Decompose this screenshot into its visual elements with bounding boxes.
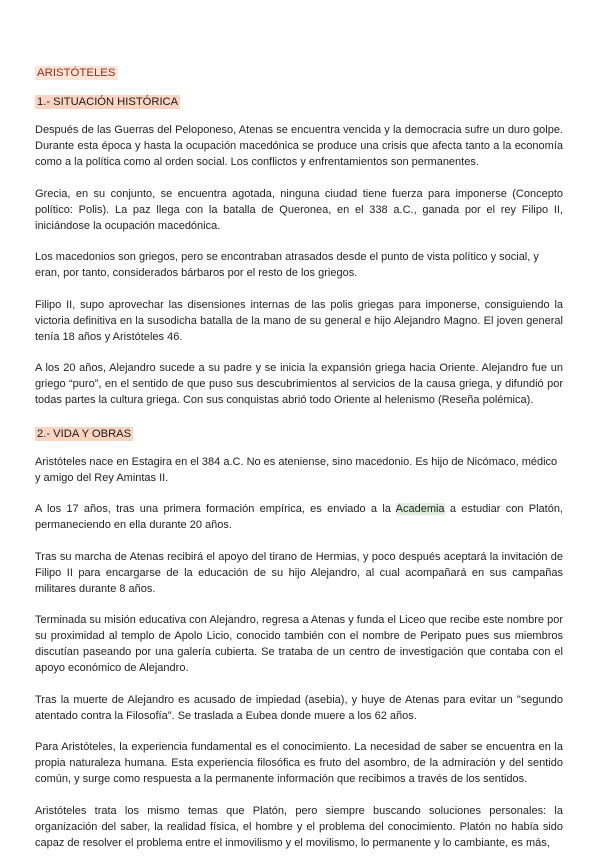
- paragraph: Después de las Guerras del Peloponeso, Atenas se encuentra vencida y la democracia sufre un duro golpe. Durante esta época y hasta la ocupación macedónica se produce una crisis que afecta tanto a la economía como a la política como al orden social. Los conflictos y enfrentamientos son permanentes.: [35, 124, 563, 168]
- paragraph: [35, 501, 563, 533]
- section-heading-situacion-historica: 1.- SITUACIÓN HISTÓRICA: [37, 96, 179, 108]
- section-heading-vida-y-obras: 2.- VIDA Y OBRAS: [37, 427, 132, 440]
- paragraph: Terminada su misión educativa con Alejandro, regresa a Atenas y funda el Liceo que recibe este nombre por su proximidad al templo de Apolo Licio, conocido también con el nombre de Peripato pues sus miembros discutían paseando por una galería cubierta. Se trataba de un centro de investigación que contaba con el apoyo económico de Alejandro.: [35, 614, 563, 674]
- paragraph: Grecia, en su conjunto, se encuentra agotada, ninguna ciudad tiene fuerza para imponerse (Concepto político: Polis). La paz llega con la batalla de Queronea, en el 338 a.C., ganada por el rey Filipo II, iniciándose la ocupación macedónica.: [35, 187, 563, 232]
- document-body: [35, 63, 563, 866]
- paragraph: Para Aristóteles, la experiencia fundamental es el conocimiento. La necesidad de saber se encuentra en la propia naturaleza humana. Esta experiencia filosófica es fruto del asombro, de la admiración y del sentido común, y surge como respuesta a la permanente información que recibimos a través de los sentidos.: [35, 741, 563, 785]
- paragraph: Tras la muerte de Alejandro es acusado de impiedad (asebia), y huye de Atenas para evitar un "segundo atentado contra la Filosofía". Se traslada a Eubea donde muere a los 62 años.: [35, 693, 563, 722]
- paragraph-text: A los 17 años, tras una primera formación empírica, es enviado a la: [35, 503, 396, 515]
- document-title: ARISTÓTELES: [37, 67, 116, 79]
- paragraph: Aristóteles nace en Estagira en el 384 a.C. No es ateniense, sino macedonio. Es hijo de Nicómaco, médico y amigo del Rey Amintas II.: [35, 455, 558, 484]
- paragraph: Tras su marcha de Atenas recibirá el apoyo del tirano de Hermias, y poco después aceptará la invitación de Filipo II para encargarse de la educación de su hijo Alejandro, al cual acompañará en sus campañas militares durante 8 años.: [35, 550, 563, 595]
- paragraph: Aristóteles trata los mismo temas que Platón, pero siempre buscando soluciones personales: la organización del saber, la realidad física, el hombre y el problema del conocimiento. Platón no había sido capaz de resolver el problema entre el inmovilismo y el movilismo, lo permanente y lo cambiante, es más,: [35, 804, 563, 849]
- paragraph: A los 20 años, Alejandro sucede a su padre y se inicia la expansión griega hacia Oriente. Alejandro fue un griego “puro”, en el sentido de que puso sus descubrimientos al servicios de la causa griega, y difundió por todas partes la cultura griega. Con sus conquistas abrió todo Oriente al helenismo (Reseña polémica).: [35, 362, 563, 406]
- highlighted-term-academia: Academia: [395, 503, 445, 515]
- paragraph: Filipo II, supo aprovechar las disensiones internas de las polis griegas para imponerse, consiguiendo la victoria definitiva en la susodicha batalla de la mano de su general e hijo Alejandro Magno. El joven general tenía 18 años y Aristóteles 46.: [35, 298, 563, 343]
- paragraph: Los macedonios son griegos, pero se encontraban atrasados desde el punto de vista político y social, y eran, por tanto, considerados bárbaros por el resto de los griegos.: [35, 251, 539, 279]
- paragraph-text: a estudiar con Platón, permaneciendo en ella durante 20 años.: [35, 503, 563, 531]
